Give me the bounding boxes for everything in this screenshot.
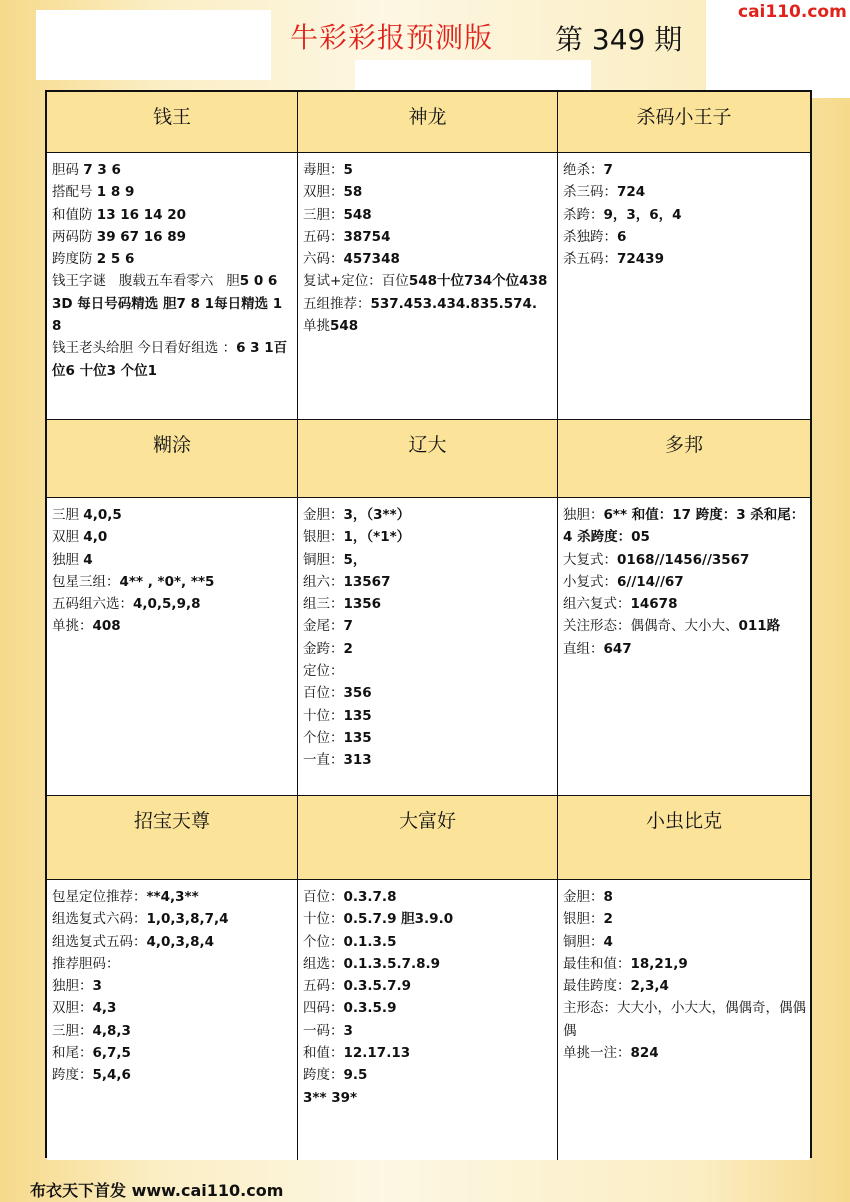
prediction-label: 五码组六选： — [52, 596, 133, 613]
prediction-value: 9.5 — [343, 1067, 368, 1084]
grid-row — [47, 92, 810, 420]
prediction-label: 银胆： — [563, 911, 604, 928]
prediction-line — [563, 931, 806, 953]
prediction-line — [303, 181, 553, 203]
prediction-line — [563, 248, 806, 270]
prediction-line — [52, 997, 293, 1019]
grid-row — [47, 796, 810, 1160]
prediction-line — [303, 204, 553, 226]
expert-predictions — [298, 498, 557, 796]
prediction-label: 五码： — [303, 978, 344, 995]
expert-name: 神龙 — [298, 92, 557, 153]
prediction-line — [563, 953, 806, 975]
prediction-value: 408 — [92, 618, 121, 635]
prediction-line — [303, 526, 553, 548]
prediction-value: 3** 39* — [303, 1089, 358, 1106]
grid-row — [47, 420, 810, 796]
prediction-line — [303, 749, 553, 771]
prediction-value: 3 — [92, 978, 102, 995]
prediction-label: 组六复式： — [563, 596, 631, 613]
prediction-line — [52, 293, 293, 338]
prediction-label: 单挑： — [52, 618, 93, 635]
prediction-value: 3，（3**） — [343, 507, 411, 523]
prediction-label: 复试+定位：百位 — [303, 273, 409, 290]
prediction-line — [303, 571, 553, 593]
prediction-value: 6//14//67 — [617, 573, 684, 590]
prediction-line — [52, 908, 293, 930]
expert-predictions — [47, 880, 297, 1160]
prediction-value: 724 — [617, 184, 646, 201]
footer-text: 布衣天下首发 www.cai110.com — [30, 1181, 284, 1200]
prediction-value: 2 — [603, 911, 613, 928]
prediction-value: 13 16 14 20 — [96, 206, 187, 223]
prediction-label: 百位： — [303, 685, 344, 702]
prediction-line — [52, 526, 293, 548]
prediction-label: 关注形态：偶偶奇、大小大、 — [563, 618, 739, 635]
prediction-line — [52, 337, 293, 382]
prediction-value: 356 — [343, 685, 372, 702]
prediction-value: 537.453.434.835.574. — [370, 295, 538, 312]
expert-name: 辽大 — [298, 420, 557, 498]
prediction-label: 独胆： — [563, 507, 604, 523]
prediction-line — [52, 248, 293, 270]
prediction-line — [52, 886, 293, 908]
prediction-value: 3D 每日号码精选 胆7 8 1每日精选 1 8 — [52, 295, 287, 335]
prediction-value: 135 — [343, 707, 372, 724]
prediction-label: 十位： — [303, 707, 344, 724]
expert-name: 小虫比克 — [558, 796, 810, 880]
prediction-label: 三胆： — [303, 206, 344, 223]
prediction-value: 2,3,4 — [630, 978, 669, 995]
prediction-value: **4,3** — [146, 889, 199, 905]
prediction-line — [303, 270, 553, 292]
prediction-value: 9，3，6，4 — [603, 206, 682, 223]
expert-predictions — [558, 498, 810, 796]
prediction-label: 单挑一注： — [563, 1045, 631, 1062]
prediction-value: 5 0 6 — [239, 273, 278, 290]
expert-predictions — [558, 153, 810, 420]
prediction-label: 组选： — [303, 955, 344, 972]
prediction-line — [52, 226, 293, 248]
expert-predictions — [47, 153, 297, 420]
expert-name: 大富好 — [298, 796, 557, 880]
prediction-line — [303, 1020, 553, 1042]
prediction-value: 4,0,5,9,8 — [133, 596, 201, 613]
prediction-label: 一直： — [303, 752, 344, 769]
page-title: 牛彩彩报预测版 — [290, 21, 494, 54]
header-blank-center — [355, 60, 591, 90]
prediction-value: 0.3.5.9 — [343, 1000, 397, 1017]
prediction-label: 三胆： — [52, 1022, 93, 1039]
prediction-label: 胆码 — [52, 162, 84, 178]
expert-cell — [558, 92, 810, 420]
prediction-value: 1356 — [343, 596, 382, 613]
prediction-line — [303, 975, 553, 997]
prediction-label: 单挑 — [303, 318, 330, 335]
prediction-value: 2 — [343, 640, 353, 657]
prediction-label: 五组推荐： — [303, 295, 371, 312]
prediction-label: 杀独跨： — [563, 228, 617, 245]
prediction-line — [303, 293, 553, 315]
prediction-label: 杀跨： — [563, 206, 604, 223]
expert-cell — [298, 92, 558, 420]
prediction-value: 0.5.7.9 胆3.9.0 — [343, 911, 454, 928]
prediction-line — [563, 593, 806, 615]
prediction-line — [52, 615, 293, 637]
prediction-value: 4 — [603, 933, 613, 950]
prediction-label: 绝杀： — [563, 162, 604, 178]
prediction-line — [563, 615, 806, 637]
expert-name: 糊涂 — [47, 420, 297, 498]
prediction-line — [563, 886, 806, 908]
prediction-line — [563, 159, 806, 181]
prediction-value: 5， — [343, 551, 367, 568]
expert-cell — [298, 796, 558, 1160]
prediction-value: 7 — [603, 162, 613, 178]
prediction-label: 和尾： — [52, 1045, 93, 1062]
prediction-value: 0168//1456//3567 — [617, 551, 750, 568]
prediction-line — [303, 886, 553, 908]
prediction-line — [303, 997, 553, 1019]
prediction-value: 5,4,6 — [92, 1067, 131, 1084]
prediction-line — [52, 1064, 293, 1086]
prediction-label: 双胆 — [52, 529, 84, 546]
prediction-line — [52, 931, 293, 953]
prediction-value: 548十位734个位438 — [408, 273, 548, 290]
prediction-value: 011路 — [738, 618, 781, 635]
prediction-label: 包星定位推荐： — [52, 889, 147, 905]
prediction-value: 4,3 — [92, 1000, 117, 1017]
expert-predictions — [298, 153, 557, 420]
prediction-label: 跨度防 — [52, 251, 97, 268]
prediction-line — [52, 181, 293, 203]
prediction-line — [303, 953, 553, 975]
prediction-line — [303, 226, 553, 248]
prediction-label: 推荐胆码： — [52, 955, 120, 972]
prediction-line — [303, 1064, 553, 1086]
prediction-label: 组选复式六码： — [52, 911, 147, 928]
prediction-label: 跨度： — [52, 1067, 93, 1084]
prediction-line — [52, 975, 293, 997]
prediction-line — [52, 1042, 293, 1064]
prediction-value: 0.3.5.7.9 — [343, 978, 411, 995]
prediction-value: 4,0,3,8,4 — [146, 933, 214, 950]
prediction-value: 6,7,5 — [92, 1045, 131, 1062]
issue-number: 第 349 期 — [555, 23, 683, 56]
prediction-line — [563, 1042, 806, 1064]
prediction-value: 12.17.13 — [343, 1045, 411, 1062]
expert-cell — [47, 420, 298, 796]
prediction-line — [563, 549, 806, 571]
prediction-line — [52, 571, 293, 593]
prediction-line — [303, 908, 553, 930]
prediction-label: 跨度： — [303, 1067, 344, 1084]
prediction-label: 金胆： — [563, 889, 604, 905]
prediction-line — [52, 1020, 293, 1042]
expert-predictions — [558, 880, 810, 1160]
header-blank-left — [36, 10, 271, 80]
prediction-line — [563, 571, 806, 593]
prediction-label: 铜胆： — [303, 551, 344, 568]
prediction-value: 0.1.3.5 — [343, 933, 397, 950]
prediction-value: 39 67 16 89 — [96, 228, 187, 245]
prediction-value: 1，（*1*） — [343, 529, 411, 546]
prediction-value: 1 8 9 — [96, 184, 135, 201]
prediction-value: 0.3.7.8 — [343, 889, 397, 905]
prediction-label: 独胆： — [52, 978, 93, 995]
prediction-line — [52, 270, 293, 292]
prediction-grid — [45, 90, 812, 1158]
prediction-label: 组三： — [303, 596, 344, 613]
prediction-value: 457348 — [343, 251, 400, 268]
prediction-label: 五码： — [303, 228, 344, 245]
prediction-line — [52, 504, 293, 526]
prediction-value: 5 — [343, 162, 353, 178]
prediction-value: 4,0 — [83, 529, 108, 546]
prediction-label: 最佳和值： — [563, 955, 631, 972]
prediction-line — [563, 226, 806, 248]
expert-name: 钱王 — [47, 92, 297, 153]
prediction-label: 银胆： — [303, 529, 344, 546]
prediction-line — [303, 593, 553, 615]
prediction-value: 647 — [603, 640, 632, 657]
prediction-value: 6 3 1百位6 十位3 个位1 — [52, 340, 288, 379]
prediction-value: 8 — [603, 889, 613, 905]
prediction-value: 0.1.3.5.7.8.9 — [343, 955, 441, 972]
prediction-label: 六码： — [303, 251, 344, 268]
prediction-value: 38754 — [343, 228, 391, 245]
expert-name: 多邦 — [558, 420, 810, 498]
expert-cell — [558, 420, 810, 796]
prediction-line — [303, 1087, 553, 1109]
prediction-label: 百位： — [303, 889, 344, 905]
prediction-line — [303, 1042, 553, 1064]
expert-cell — [558, 796, 810, 1160]
expert-cell — [298, 420, 558, 796]
prediction-label: 一码： — [303, 1022, 344, 1039]
prediction-line — [303, 931, 553, 953]
prediction-label: 最佳跨度： — [563, 978, 631, 995]
prediction-line — [303, 727, 553, 749]
prediction-label: 杀五码： — [563, 251, 617, 268]
prediction-label: 钱王字谜 腹载五车看零六 胆 — [52, 273, 240, 290]
prediction-line — [563, 908, 806, 930]
prediction-label: 三胆 — [52, 507, 84, 523]
prediction-label: 主形态：大大小，小大大，偶偶奇，偶偶偶 — [563, 1000, 806, 1039]
prediction-label: 钱王老头给胆 今日看好组选 ： — [52, 340, 237, 357]
prediction-label: 搭配号 — [52, 184, 97, 201]
prediction-line — [563, 975, 806, 997]
prediction-line — [303, 615, 553, 637]
prediction-value: 548 — [343, 206, 372, 223]
prediction-label: 个位： — [303, 933, 344, 950]
expert-predictions — [298, 880, 557, 1160]
prediction-value: 6** 和值：17 跨度：3 杀和尾：4 杀跨度：05 — [563, 507, 805, 546]
prediction-value: 3 — [343, 1022, 353, 1039]
prediction-line — [563, 638, 806, 660]
prediction-line — [303, 504, 553, 526]
prediction-line — [52, 593, 293, 615]
prediction-label: 金胆： — [303, 507, 344, 523]
prediction-value: 548 — [330, 318, 359, 335]
prediction-value: 72439 — [617, 251, 664, 268]
prediction-line — [563, 504, 806, 549]
prediction-label: 双胆： — [52, 1000, 93, 1017]
prediction-value: 6 — [617, 228, 627, 245]
prediction-line — [52, 204, 293, 226]
prediction-label: 个位： — [303, 729, 344, 746]
expert-name: 杀码小王子 — [558, 92, 810, 153]
expert-predictions — [47, 498, 297, 796]
prediction-line — [52, 953, 293, 975]
prediction-value: 824 — [630, 1045, 659, 1062]
prediction-label: 杀三码： — [563, 184, 617, 201]
expert-cell — [47, 796, 298, 1160]
prediction-label: 定位： — [303, 663, 344, 680]
prediction-value: 4** , *0*, **5 — [119, 573, 215, 590]
prediction-line — [303, 705, 553, 727]
prediction-label: 和值： — [303, 1045, 344, 1062]
prediction-value: 7 — [343, 618, 353, 635]
prediction-value: 14678 — [630, 596, 678, 613]
prediction-label: 金跨： — [303, 640, 344, 657]
prediction-line — [303, 682, 553, 704]
prediction-value: 58 — [343, 184, 363, 201]
prediction-label: 组选复式五码： — [52, 933, 147, 950]
expert-name: 招宝天尊 — [47, 796, 297, 880]
prediction-line — [303, 549, 553, 571]
prediction-value: 4,8,3 — [92, 1022, 131, 1039]
prediction-label: 铜胆： — [563, 933, 604, 950]
prediction-value: 18,21,9 — [630, 955, 688, 972]
prediction-value: 4,0,5 — [83, 507, 122, 523]
prediction-label: 金尾： — [303, 618, 344, 635]
prediction-line — [303, 315, 553, 337]
prediction-label: 毒胆： — [303, 162, 344, 178]
prediction-label: 两码防 — [52, 228, 97, 245]
prediction-label: 大复式： — [563, 551, 617, 568]
prediction-line — [563, 997, 806, 1042]
prediction-value: 7 3 6 — [83, 162, 121, 178]
prediction-line — [303, 248, 553, 270]
prediction-label: 四码： — [303, 1000, 344, 1017]
prediction-value: 135 — [343, 729, 372, 746]
prediction-line — [52, 549, 293, 571]
prediction-line — [303, 638, 553, 660]
prediction-line — [563, 181, 806, 203]
prediction-label: 包星三组： — [52, 573, 120, 590]
prediction-value: 313 — [343, 752, 372, 769]
prediction-line — [52, 159, 293, 181]
prediction-value: 2 5 6 — [96, 251, 135, 268]
prediction-line — [303, 159, 553, 181]
prediction-value: 4 — [83, 551, 93, 568]
prediction-label: 十位： — [303, 911, 344, 928]
prediction-value: 13567 — [343, 573, 391, 590]
prediction-label: 和值防 — [52, 206, 97, 223]
expert-cell — [47, 92, 298, 420]
prediction-label: 小复式： — [563, 573, 617, 590]
prediction-label: 组六： — [303, 573, 344, 590]
site-watermark: cai110.com — [738, 2, 847, 22]
prediction-line — [303, 660, 553, 682]
prediction-value: 1,0,3,8,7,4 — [146, 911, 229, 928]
prediction-label: 直组： — [563, 640, 604, 657]
prediction-label: 双胆： — [303, 184, 344, 201]
prediction-label: 独胆 — [52, 551, 84, 568]
prediction-line — [563, 204, 806, 226]
